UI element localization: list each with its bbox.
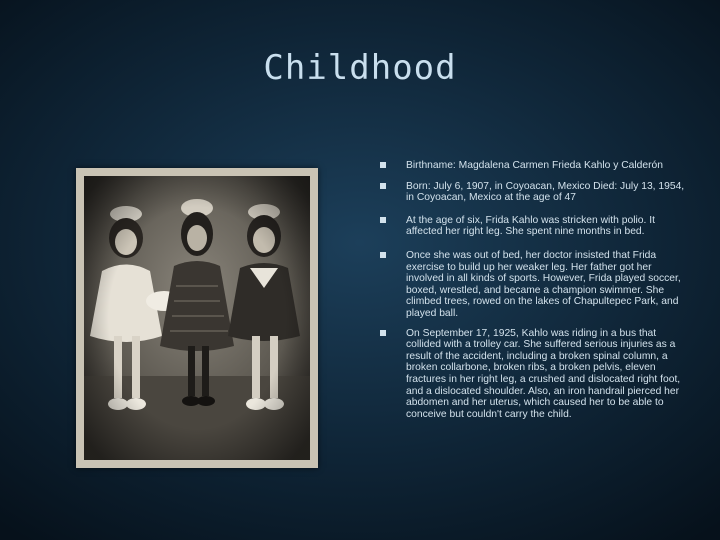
square-bullet-icon	[380, 183, 386, 189]
bullet-text: Birthname: Magdalena Carmen Frieda Kahlo y Calderón	[406, 160, 663, 171]
photo-frame	[76, 168, 318, 468]
bullet-item	[376, 250, 686, 320]
bullet-item	[376, 215, 686, 238]
bullet-text: Born: July 6, 1907, in Coyoacan, Mexico Died: July 13, 1954, in Coyoacan, Mexico at the age of 47	[406, 180, 685, 204]
bullet-text: On September 17, 1925, Kahlo was riding in a bus that collided with a trolley car. She suffered serious injuries as a result of the accident, including a broken spinal column, a broken collarbone, broken ribs, a broken pelvis, eleven fractures in her right leg, a crushed and dislocated right foot, and a dislocated shoulder. Also, an iron handrail pierced her abdomen and her uterus, which caused her to be able to conceive but couldn't carry the child.	[406, 327, 681, 420]
square-bullet-icon	[380, 330, 386, 336]
bullet-item	[376, 181, 686, 204]
bullet-item	[376, 328, 686, 421]
square-bullet-icon	[380, 252, 386, 258]
vintage-photo-three-girls	[84, 176, 310, 460]
bullet-text: Once she was out of bed, her doctor insisted that Frida exercise to build up her weaker leg. Her father got her involved in all kinds of sports. However, Frida played soccer, boxed, wrestled, and became a champion swimmer. She climbed trees, rowed on the lakes of Chapultepec Park, and played ball.	[406, 249, 681, 319]
bullet-list	[376, 160, 686, 420]
bullet-text: At the age of six, Frida Kahlo was stricken with polio. It affected her right leg. She spent nine months in bed.	[406, 214, 655, 238]
slide-title: Childhood	[263, 48, 457, 88]
bullet-item	[376, 160, 686, 172]
square-bullet-icon	[380, 162, 386, 168]
square-bullet-icon	[380, 217, 386, 223]
